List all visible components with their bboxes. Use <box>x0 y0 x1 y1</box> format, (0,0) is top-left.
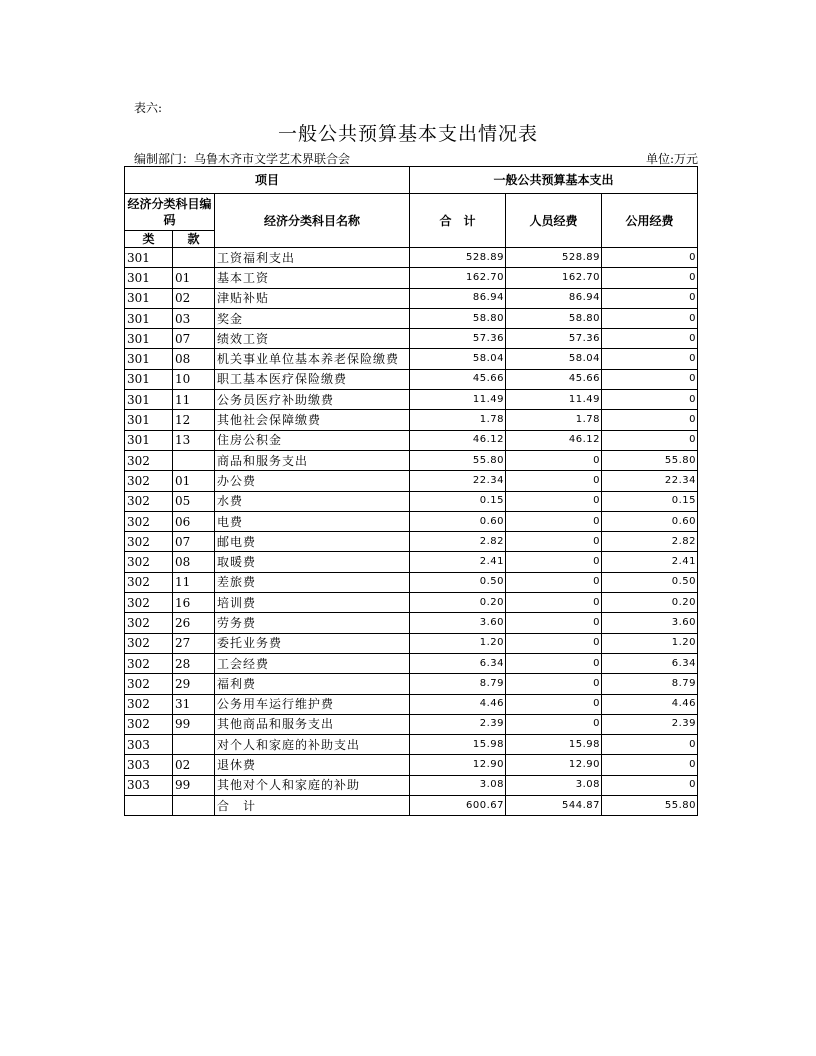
table-row <box>125 471 698 491</box>
header-lei: 类 <box>125 231 173 248</box>
table-row <box>125 248 698 268</box>
cell-kuan: 29 <box>173 674 215 694</box>
cell-lei: 301 <box>125 248 173 268</box>
cell-public: 6.34 <box>602 653 698 673</box>
cell-kuan: 02 <box>173 288 215 308</box>
cell-kuan: 31 <box>173 694 215 714</box>
cell-public: 0 <box>602 349 698 369</box>
table-row <box>125 369 698 389</box>
cell-kuan: 06 <box>173 511 215 531</box>
table-row <box>125 430 698 450</box>
table-row <box>125 491 698 511</box>
cell-lei: 302 <box>125 613 173 633</box>
cell-total: 600.67 <box>410 796 506 816</box>
cell-total: 12.90 <box>410 755 506 775</box>
cell-personnel: 58.04 <box>506 349 602 369</box>
cell-total: 3.08 <box>410 775 506 795</box>
cell-personnel: 0 <box>506 593 602 613</box>
cell-item-name: 商品和服务支出 <box>215 450 410 470</box>
cell-item-name: 邮电费 <box>215 532 410 552</box>
cell-lei: 302 <box>125 532 173 552</box>
cell-public: 22.34 <box>602 471 698 491</box>
cell-total: 2.41 <box>410 552 506 572</box>
header-project: 项目 <box>125 167 410 194</box>
cell-item-name: 福利费 <box>215 674 410 694</box>
cell-lei: 302 <box>125 694 173 714</box>
cell-personnel: 528.89 <box>506 248 602 268</box>
cell-lei: 301 <box>125 329 173 349</box>
cell-item-name: 其他对个人和家庭的补助 <box>215 775 410 795</box>
cell-kuan: 13 <box>173 430 215 450</box>
cell-total: 55.80 <box>410 450 506 470</box>
cell-personnel: 12.90 <box>506 755 602 775</box>
table-row <box>125 390 698 410</box>
cell-total: 528.89 <box>410 248 506 268</box>
cell-kuan <box>173 796 215 816</box>
cell-personnel: 3.08 <box>506 775 602 795</box>
cell-personnel: 0 <box>506 674 602 694</box>
header-econ-code: 经济分类科目编码 <box>125 194 215 231</box>
cell-lei: 301 <box>125 390 173 410</box>
cell-item-name: 培训费 <box>215 593 410 613</box>
cell-personnel: 58.80 <box>506 308 602 328</box>
cell-kuan <box>173 248 215 268</box>
cell-public: 3.60 <box>602 613 698 633</box>
table-row <box>125 593 698 613</box>
cell-total: 11.49 <box>410 390 506 410</box>
cell-lei: 301 <box>125 430 173 450</box>
header-row-2 <box>125 194 698 231</box>
cell-item-name: 公务用车运行维护费 <box>215 694 410 714</box>
table-number: 表六: <box>134 101 163 115</box>
table-row <box>125 410 698 430</box>
cell-public: 0 <box>602 248 698 268</box>
table-row <box>125 511 698 531</box>
cell-item-name: 取暖费 <box>215 552 410 572</box>
cell-kuan: 99 <box>173 714 215 734</box>
cell-public: 1.20 <box>602 633 698 653</box>
table-row <box>125 450 698 470</box>
cell-kuan: 26 <box>173 613 215 633</box>
cell-item-name: 其他社会保障缴费 <box>215 410 410 430</box>
cell-lei: 301 <box>125 268 173 288</box>
cell-total: 1.20 <box>410 633 506 653</box>
cell-kuan: 01 <box>173 471 215 491</box>
header-personnel: 人员经费 <box>506 194 602 248</box>
cell-personnel: 86.94 <box>506 288 602 308</box>
cell-kuan: 07 <box>173 532 215 552</box>
cell-public: 0.20 <box>602 593 698 613</box>
cell-personnel: 57.36 <box>506 329 602 349</box>
cell-item-name: 退休费 <box>215 755 410 775</box>
table-row <box>125 674 698 694</box>
cell-kuan <box>173 450 215 470</box>
cell-item-name: 其他商品和服务支出 <box>215 714 410 734</box>
cell-total: 0.15 <box>410 491 506 511</box>
header-total: 合 计 <box>410 194 506 248</box>
cell-personnel: 45.66 <box>506 369 602 389</box>
cell-public: 0 <box>602 410 698 430</box>
cell-kuan: 07 <box>173 329 215 349</box>
cell-kuan <box>173 735 215 755</box>
cell-public: 0 <box>602 308 698 328</box>
cell-item-name: 职工基本医疗保险缴费 <box>215 369 410 389</box>
cell-lei: 301 <box>125 369 173 389</box>
cell-item-name: 水费 <box>215 491 410 511</box>
cell-kuan: 16 <box>173 593 215 613</box>
cell-personnel: 0 <box>506 511 602 531</box>
cell-kuan: 12 <box>173 410 215 430</box>
header-kuan: 款 <box>173 231 215 248</box>
cell-total: 6.34 <box>410 653 506 673</box>
cell-personnel: 11.49 <box>506 390 602 410</box>
cell-item-name: 对个人和家庭的补助支出 <box>215 735 410 755</box>
cell-total: 86.94 <box>410 288 506 308</box>
table-row <box>125 552 698 572</box>
cell-personnel: 0 <box>506 694 602 714</box>
cell-kuan: 11 <box>173 572 215 592</box>
cell-lei: 301 <box>125 410 173 430</box>
cell-lei: 302 <box>125 674 173 694</box>
cell-item-name: 办公费 <box>215 471 410 491</box>
cell-lei: 303 <box>125 775 173 795</box>
cell-total: 3.60 <box>410 613 506 633</box>
unit-label: 单位:万元 <box>645 152 698 166</box>
cell-lei: 302 <box>125 552 173 572</box>
cell-lei: 302 <box>125 491 173 511</box>
header-general-budget: 一般公共预算基本支出 <box>410 167 698 194</box>
cell-personnel: 0 <box>506 552 602 572</box>
cell-lei: 301 <box>125 308 173 328</box>
cell-total: 0.50 <box>410 572 506 592</box>
cell-public: 0.60 <box>602 511 698 531</box>
cell-personnel: 162.70 <box>506 268 602 288</box>
cell-personnel: 0 <box>506 450 602 470</box>
cell-personnel: 0 <box>506 491 602 511</box>
table-row <box>125 714 698 734</box>
cell-item-name: 基本工资 <box>215 268 410 288</box>
cell-total: 4.46 <box>410 694 506 714</box>
table-row <box>125 653 698 673</box>
cell-personnel: 0 <box>506 471 602 491</box>
cell-lei: 302 <box>125 471 173 491</box>
total-row <box>125 796 698 816</box>
cell-item-name: 津贴补贴 <box>215 288 410 308</box>
cell-item-name: 绩效工资 <box>215 329 410 349</box>
cell-kuan: 10 <box>173 369 215 389</box>
cell-public: 0 <box>602 755 698 775</box>
cell-lei <box>125 796 173 816</box>
table-row <box>125 613 698 633</box>
cell-item-name: 电费 <box>215 511 410 531</box>
cell-lei: 302 <box>125 511 173 531</box>
page-title: 一般公共预算基本支出情况表 <box>277 123 538 145</box>
cell-public: 2.41 <box>602 552 698 572</box>
cell-item-name: 合 计 <box>215 796 410 816</box>
cell-public: 0 <box>602 369 698 389</box>
cell-personnel: 46.12 <box>506 430 602 450</box>
table-row <box>125 532 698 552</box>
cell-public: 0 <box>602 390 698 410</box>
table-row <box>125 572 698 592</box>
cell-total: 58.80 <box>410 308 506 328</box>
cell-kuan: 27 <box>173 633 215 653</box>
cell-public: 0.50 <box>602 572 698 592</box>
cell-item-name: 差旅费 <box>215 572 410 592</box>
cell-kuan: 02 <box>173 755 215 775</box>
cell-lei: 302 <box>125 572 173 592</box>
cell-personnel: 0 <box>506 653 602 673</box>
cell-kuan: 01 <box>173 268 215 288</box>
table-row <box>125 349 698 369</box>
table-row <box>125 288 698 308</box>
table-body <box>125 248 698 816</box>
cell-item-name: 住房公积金 <box>215 430 410 450</box>
cell-kuan: 05 <box>173 491 215 511</box>
cell-total: 22.34 <box>410 471 506 491</box>
cell-total: 162.70 <box>410 268 506 288</box>
cell-item-name: 委托业务费 <box>215 633 410 653</box>
cell-total: 15.98 <box>410 735 506 755</box>
cell-personnel: 15.98 <box>506 735 602 755</box>
table-row <box>125 308 698 328</box>
table-row <box>125 329 698 349</box>
cell-total: 2.82 <box>410 532 506 552</box>
cell-public: 0 <box>602 775 698 795</box>
cell-total: 1.78 <box>410 410 506 430</box>
cell-item-name: 劳务费 <box>215 613 410 633</box>
cell-public: 8.79 <box>602 674 698 694</box>
cell-item-name: 奖金 <box>215 308 410 328</box>
cell-personnel: 0 <box>506 572 602 592</box>
cell-public: 55.80 <box>602 796 698 816</box>
header-public: 公用经费 <box>602 194 698 248</box>
department-label: 编制部门：乌鲁木齐市文学艺术界联合会 <box>134 152 351 166</box>
cell-personnel: 544.87 <box>506 796 602 816</box>
cell-lei: 303 <box>125 735 173 755</box>
cell-kuan: 03 <box>173 308 215 328</box>
cell-personnel: 0 <box>506 532 602 552</box>
cell-lei: 302 <box>125 714 173 734</box>
cell-public: 0 <box>602 735 698 755</box>
cell-lei: 302 <box>125 633 173 653</box>
cell-total: 45.66 <box>410 369 506 389</box>
cell-lei: 301 <box>125 349 173 369</box>
cell-public: 4.46 <box>602 694 698 714</box>
cell-kuan: 11 <box>173 390 215 410</box>
table-row <box>125 755 698 775</box>
cell-item-name: 机关事业单位基本养老保险缴费 <box>215 349 410 369</box>
cell-public: 0 <box>602 268 698 288</box>
cell-item-name: 工会经费 <box>215 653 410 673</box>
cell-public: 2.82 <box>602 532 698 552</box>
cell-total: 2.39 <box>410 714 506 734</box>
cell-total: 8.79 <box>410 674 506 694</box>
cell-lei: 303 <box>125 755 173 775</box>
table-row <box>125 694 698 714</box>
cell-personnel: 0 <box>506 714 602 734</box>
cell-total: 0.20 <box>410 593 506 613</box>
cell-public: 0.15 <box>602 491 698 511</box>
cell-item-name: 公务员医疗补助缴费 <box>215 390 410 410</box>
cell-total: 46.12 <box>410 430 506 450</box>
table-row <box>125 735 698 755</box>
cell-public: 0 <box>602 430 698 450</box>
cell-personnel: 1.78 <box>506 410 602 430</box>
cell-personnel: 0 <box>506 613 602 633</box>
cell-total: 58.04 <box>410 349 506 369</box>
cell-kuan: 08 <box>173 349 215 369</box>
header-econ-name: 经济分类科目名称 <box>215 194 410 248</box>
cell-lei: 302 <box>125 593 173 613</box>
cell-total: 57.36 <box>410 329 506 349</box>
budget-table <box>124 166 698 816</box>
cell-kuan: 28 <box>173 653 215 673</box>
header-row-1 <box>125 167 698 194</box>
table-row <box>125 775 698 795</box>
cell-kuan: 99 <box>173 775 215 795</box>
table-row <box>125 633 698 653</box>
cell-total: 0.60 <box>410 511 506 531</box>
cell-public: 55.80 <box>602 450 698 470</box>
cell-personnel: 0 <box>506 633 602 653</box>
table-row <box>125 268 698 288</box>
cell-kuan: 08 <box>173 552 215 572</box>
cell-public: 0 <box>602 329 698 349</box>
cell-lei: 302 <box>125 450 173 470</box>
cell-public: 0 <box>602 288 698 308</box>
cell-lei: 302 <box>125 653 173 673</box>
cell-item-name: 工资福利支出 <box>215 248 410 268</box>
cell-lei: 301 <box>125 288 173 308</box>
cell-public: 2.39 <box>602 714 698 734</box>
